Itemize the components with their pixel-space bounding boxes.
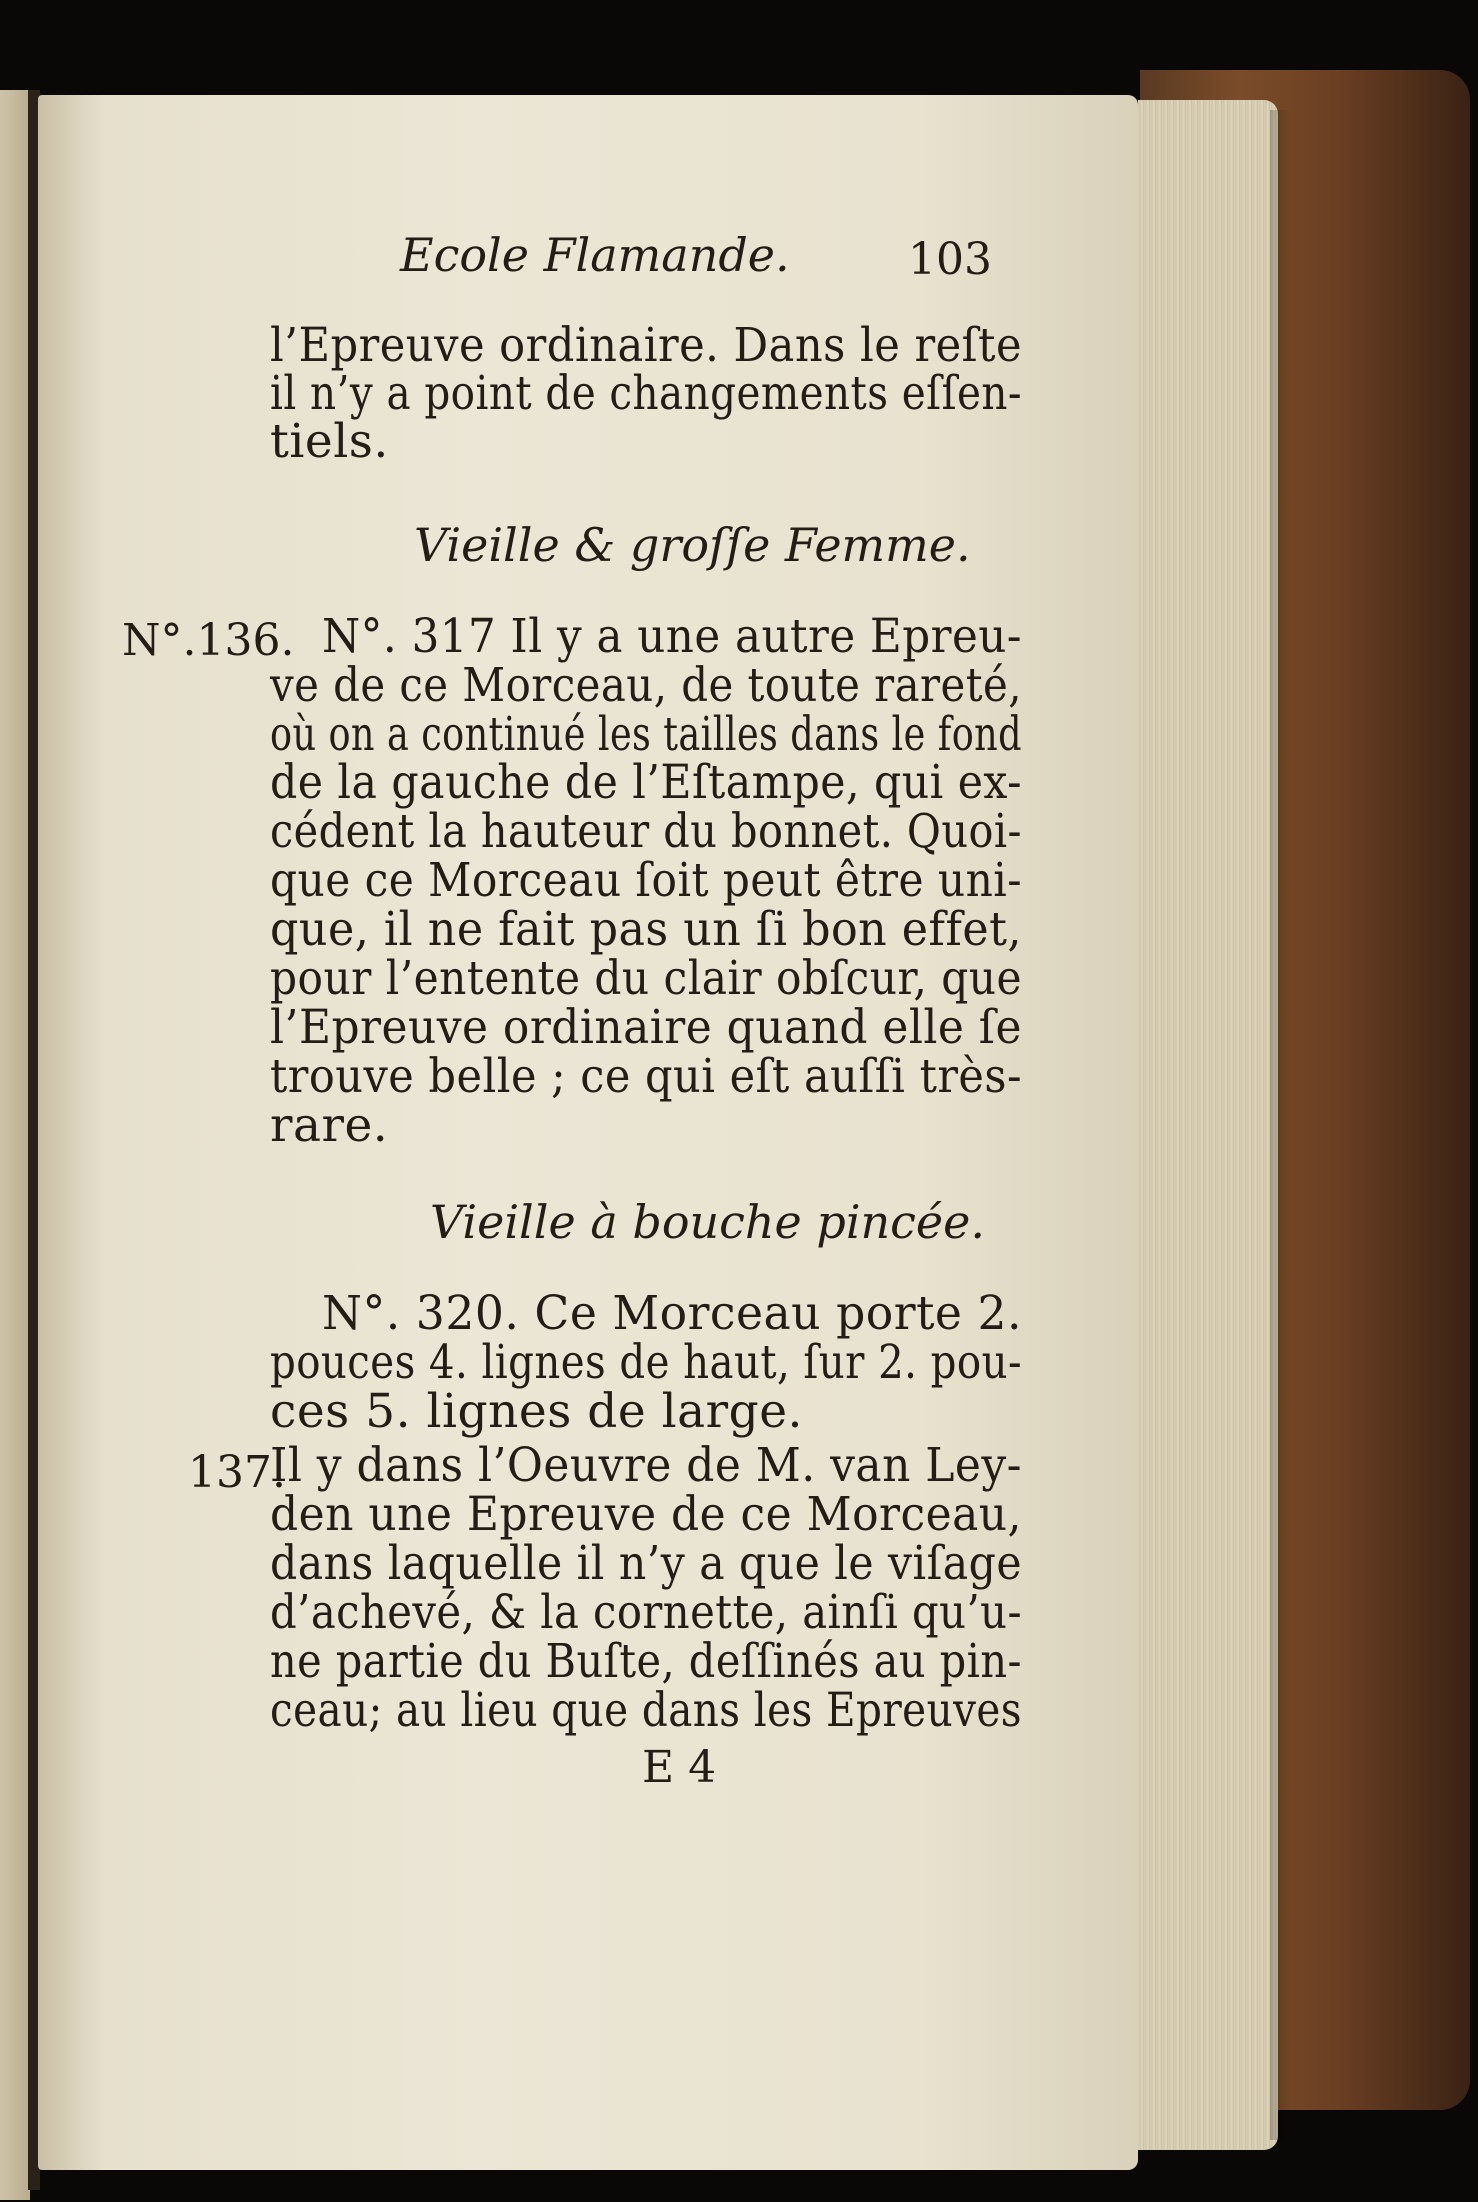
text-line: ces 5. lignes de large. — [270, 1384, 803, 1439]
text-line: que ce Morceau ſoit peut être uni- — [270, 853, 1022, 908]
section-heading: Vieille à bouche pincée. — [430, 1195, 985, 1249]
text-line: pour l’entente du clair obſcur, que — [270, 951, 1022, 1006]
text-line: trouve belle ; ce qui eſt auſſi très- — [270, 1049, 1022, 1104]
text-line: ve de ce Morceau, de toute rareté, — [270, 658, 1022, 713]
text-line: l’Epreuve ordinaire quand elle ſe — [270, 1000, 1022, 1055]
text-line: tiels. — [270, 414, 389, 469]
text-line: ne partie du Buſte, deſſinés au pin- — [270, 1634, 1022, 1689]
text-line: il n’y a point de changements eſſen- — [270, 366, 1022, 421]
text-line: dans laquelle il n’y a que le viſage — [270, 1536, 1022, 1591]
text-line: que, il ne fait pas un ſi bon effet, — [270, 902, 1022, 957]
text-line: Il y dans l’Oeuvre de M. van Ley- — [270, 1438, 1022, 1493]
text-line: rare. — [270, 1098, 389, 1153]
margin-number: N°.136. — [122, 615, 295, 666]
text-line: pouces 4. lignes de haut, ſur 2. pou- — [270, 1335, 1022, 1390]
text-line: d’achevé, & la cornette, ainſi qu’u- — [270, 1585, 1022, 1640]
text-line: N°. 317 Il y a une autre Epreu- — [322, 609, 1022, 664]
text-line: où on a continué les tailles dans le fond — [270, 707, 1022, 762]
page-number: 103 — [908, 234, 992, 285]
text-line: l’Epreuve ordinaire. Dans le reſte — [270, 318, 1022, 373]
text-line: cédent la hauteur du bonnet. Quoi- — [270, 804, 1022, 859]
running-title: Ecole Flamande. — [400, 228, 790, 282]
signature-mark: E 4 — [642, 1742, 717, 1793]
margin-number: 137. — [188, 1447, 286, 1498]
text-line: N°. 320. Ce Morceau porte 2. — [322, 1286, 1022, 1341]
text-line: den une Epreuve de ce Morceau, — [270, 1487, 1022, 1542]
text-line: ceau; au lieu que dans les Epreuves — [270, 1683, 1022, 1738]
section-heading: Vieille & groſſe Femme. — [414, 518, 971, 572]
text-line: de la gauche de l’Eſtampe, qui ex- — [270, 755, 1022, 810]
